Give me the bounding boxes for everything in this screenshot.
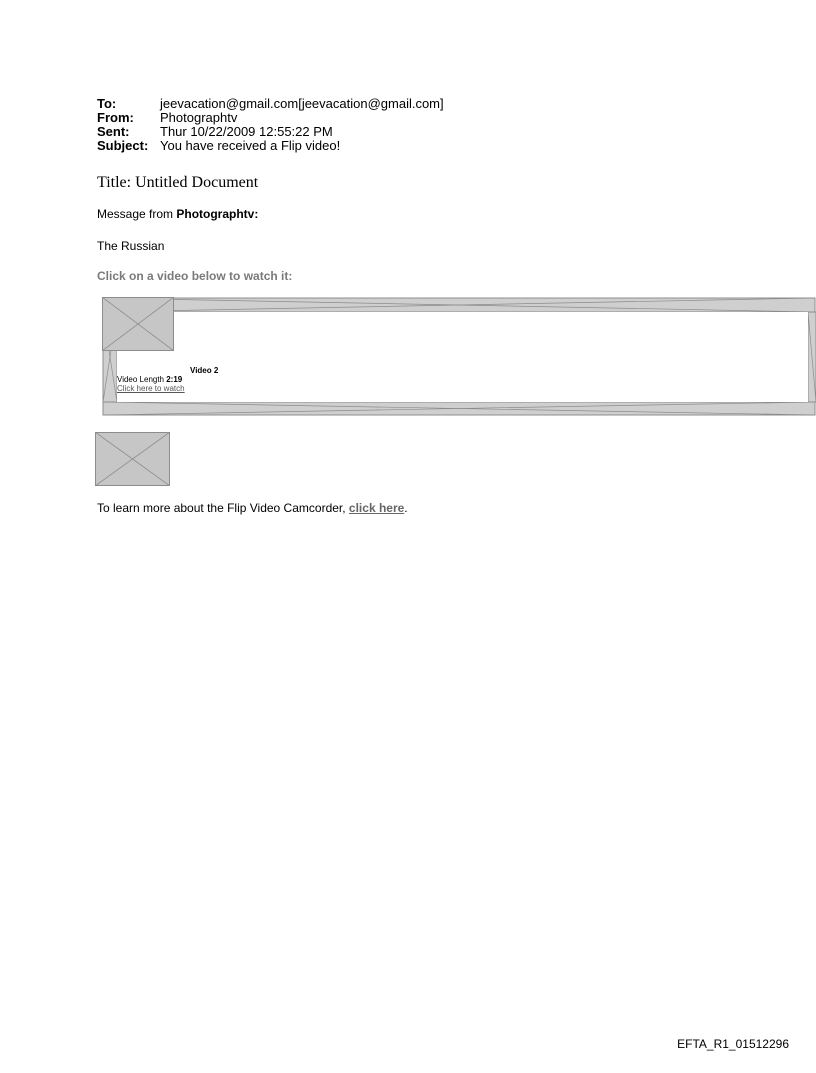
- from-label: From:: [97, 110, 134, 125]
- document-id: EFTA_R1_01512296: [677, 1037, 789, 1051]
- video-length: [117, 375, 182, 384]
- document-title: Title: Untitled Document: [97, 174, 259, 191]
- video-frame-placeholders: [102, 297, 816, 417]
- sent-row: [97, 125, 444, 139]
- subject-value: You have received a Flip video!: [160, 138, 341, 153]
- sent-label: Sent:: [97, 124, 130, 139]
- image-placeholder: [95, 432, 170, 486]
- message-sender: Photographtv:: [176, 207, 259, 221]
- subject-row: [97, 139, 444, 153]
- subject-label: Subject:: [97, 138, 149, 153]
- video-instruction: Click on a video below to watch it:: [97, 269, 293, 283]
- sent-value: Thur 10/22/2009 12:55:22 PM: [160, 124, 333, 139]
- learn-more-link[interactable]: click here: [348, 501, 405, 515]
- from-value: Photographtv: [160, 110, 238, 125]
- video-length-label: Video Length: [117, 375, 167, 384]
- video-length-value: 2:19: [166, 375, 183, 384]
- learn-more-suffix: .: [404, 501, 408, 515]
- learn-more-text: [97, 501, 408, 515]
- message-text: The Russian: [97, 239, 165, 253]
- video-container: [102, 297, 816, 417]
- message-prefix: Message from: [97, 207, 177, 221]
- to-label: To:: [97, 96, 117, 111]
- watch-video-link[interactable]: Click here to watch: [117, 384, 185, 393]
- message-from: [97, 207, 258, 221]
- video-title: Video 2: [190, 366, 219, 375]
- email-header: [97, 97, 444, 153]
- to-row: [97, 97, 444, 111]
- video-thumbnail[interactable]: [102, 297, 174, 351]
- learn-more-prefix: To learn more about the Flip Video Camcorder,: [97, 501, 349, 515]
- from-row: [97, 111, 444, 125]
- to-value: jeevacation@gmail.com[jeevacation@gmail.com]: [160, 96, 444, 111]
